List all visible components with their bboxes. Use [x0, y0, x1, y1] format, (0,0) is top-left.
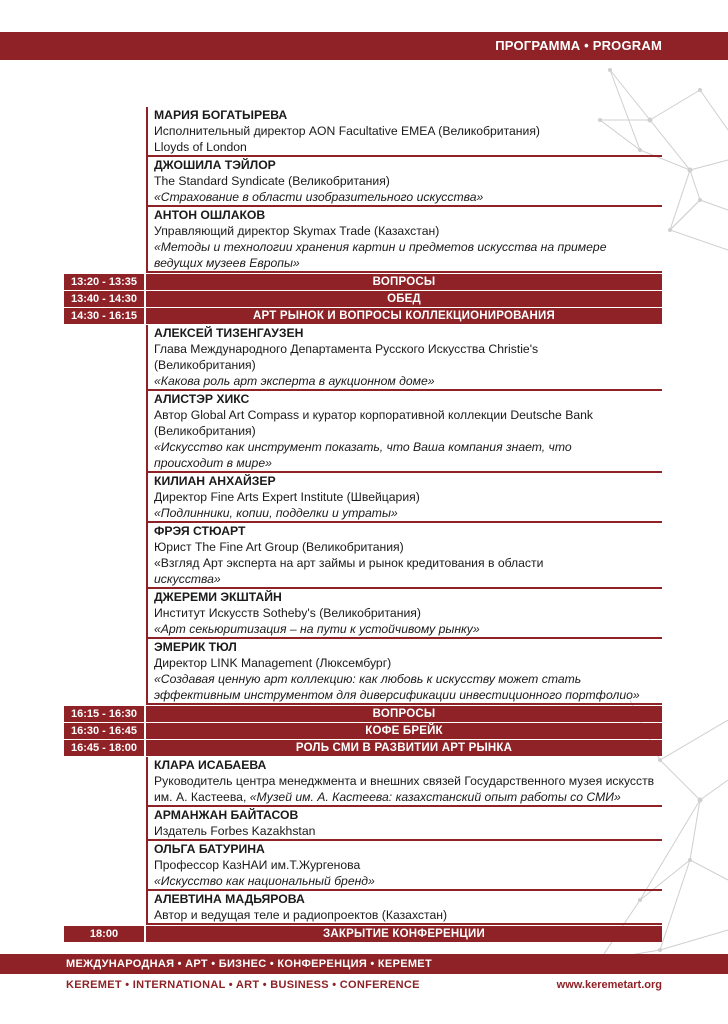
speaker-name: ФРЭЯ СТЮАРТ [154, 524, 246, 538]
talk-title: «Страхование в области изобразительного искусства» [154, 190, 484, 204]
speaker-entry [64, 207, 662, 273]
talk-title: «Создавая ценную арт коллекцию: как любовь к искусству может стать [154, 672, 582, 686]
speaker-name: АНТОН ОШЛАКОВ [154, 208, 266, 222]
schedule-slot [64, 706, 662, 722]
speaker-position: Автор и ведущая теле и радиопроектов (Казахстан) [154, 908, 448, 922]
speaker-entry [64, 589, 662, 639]
speaker-position: Издатель Forbes Kazakhstan [154, 824, 316, 838]
talk-title: «Арт секьюритизация – на пути к устойчивому рынку» [154, 622, 480, 636]
speaker-entry [64, 391, 662, 473]
speaker-position: Юрист The Fine Art Group (Великобритания) [154, 540, 404, 554]
speaker-name: АЛЕВТИНА МАДЬЯРОВА [154, 892, 305, 906]
slot-time: 18:00 [64, 926, 144, 942]
speaker-position: The Standard Syndicate (Великобритания) [154, 174, 390, 188]
speaker-entry [64, 891, 662, 925]
footer-bar [0, 954, 728, 974]
speaker-name: ДЖЕРЕМИ ЭКШТАЙН [154, 590, 282, 604]
talk-title: «Музей им. А. Кастеева: казахстанский опыт работы со СМИ» [249, 790, 621, 804]
talk-title: искусства» [154, 572, 221, 586]
speaker-position: Директор LINK Management (Люксембург) [154, 656, 392, 670]
schedule-slot [64, 723, 662, 739]
speaker-position: (Великобритания) [154, 424, 256, 438]
talk-title: происходит в мире» [154, 456, 272, 470]
schedule-slot [64, 274, 662, 290]
speaker-entry [64, 639, 662, 705]
speaker-entry [64, 157, 662, 207]
footer-title-en: KEREMET • INTERNATIONAL • ART • BUSINESS • CONFERENCE [66, 979, 420, 991]
slot-time: 14:30 - 16:15 [64, 308, 144, 324]
slot-event: АРТ РЫНОК И ВОПРОСЫ КОЛЛЕКЦИОНИРОВАНИЯ [146, 308, 662, 324]
talk-title: «Методы и технологии хранения картин и предметов искусства на примере [154, 240, 607, 254]
talk-title: «Какова роль арт эксперта в аукционном доме» [154, 374, 435, 388]
schedule-slot [64, 291, 662, 307]
speaker-entry [64, 841, 662, 891]
speaker-position: им. А. Кастеева, [154, 790, 250, 804]
speaker-name: АЛИСТЭР ХИКС [154, 392, 250, 406]
speaker-name: МАРИЯ БОГАТЫРЕВА [154, 108, 288, 122]
slot-event: ЗАКРЫТИЕ КОНФЕРЕНЦИИ [146, 926, 662, 942]
schedule-slot [64, 926, 662, 942]
talk-title: ведущих музеев Европы» [154, 256, 300, 270]
speaker-position: Директор Fine Arts Expert Institute (Швейцария) [154, 490, 420, 504]
slot-time: 13:20 - 13:35 [64, 274, 144, 290]
speaker-position-mixed [154, 789, 662, 805]
talk-title: «Подлинники, копии, подделки и утраты» [154, 506, 398, 520]
talk-title: «Взгляд Арт эксперта на арт займы и рынок кредитования в области [154, 556, 544, 570]
slot-event: ВОПРОСЫ [146, 706, 662, 722]
speaker-position: Исполнительный директор AON Facultative EMEA (Великобритания) [154, 124, 540, 138]
speaker-entry [64, 523, 662, 589]
speaker-name: АЛЕКСЕЙ ТИЗЕНГАУЗЕН [154, 326, 304, 340]
slot-event: ОБЕД [146, 291, 662, 307]
slot-time: 16:15 - 16:30 [64, 706, 144, 722]
talk-title: эффективным инструментом для диверсификации инвестиционного портфолио» [154, 688, 640, 702]
speaker-name: КЛАРА ИСАБАЕВА [154, 758, 267, 772]
footer-title-ru: МЕЖДУНАРОДНАЯ • АРТ • БИЗНЕС • КОНФЕРЕНЦИЯ • КЕРЕМЕТ [66, 958, 432, 970]
website-link[interactable]: www.keremetart.org [556, 979, 662, 991]
page-title: ПРОГРАММА • PROGRAM [495, 38, 662, 53]
speaker-position: Профессор КазНАИ им.Т.Жургенова [154, 858, 361, 872]
slot-event: КОФЕ БРЕЙК [146, 723, 662, 739]
slot-event: ВОПРОСЫ [146, 274, 662, 290]
header-bar [0, 32, 728, 60]
speaker-name: ОЛЬГА БАТУРИНА [154, 842, 265, 856]
speaker-entry [64, 807, 662, 841]
speaker-entry [64, 473, 662, 523]
schedule-slot [64, 308, 662, 324]
speaker-entry [64, 325, 662, 391]
speaker-position: Институт Искусств Sotheby's (Великобритания) [154, 606, 421, 620]
talk-title: «Искусство как национальный бренд» [154, 874, 375, 888]
speaker-entry [64, 757, 662, 807]
program-schedule [64, 107, 662, 943]
slot-time: 16:30 - 16:45 [64, 723, 144, 739]
talk-title: «Искусство как инструмент показать, что Ваша компания знает, что [154, 440, 572, 454]
speaker-name: КИЛИАН АНХАЙЗЕР [154, 474, 276, 488]
speaker-position: Lloyds of London [154, 140, 247, 154]
speaker-position: Глава Международного Департамента Русского Искусства Christie's [154, 342, 539, 356]
speaker-entry [64, 107, 662, 157]
speaker-position: Автор Global Art Compass и куратор корпоративной коллекции Deutsche Bank [154, 408, 593, 422]
speaker-position: Управляющий директор Skymax Trade (Казахстан) [154, 224, 440, 238]
speaker-name: ЭМЕРИК ТЮЛ [154, 640, 237, 654]
slot-time: 16:45 - 18:00 [64, 740, 144, 756]
schedule-slot [64, 740, 662, 756]
slot-time: 13:40 - 14:30 [64, 291, 144, 307]
speaker-position: (Великобритания) [154, 358, 256, 372]
speaker-name: ДЖОШИЛА ТЭЙЛОР [154, 158, 276, 172]
speaker-name: АРМАНЖАН БАЙТАСОВ [154, 808, 299, 822]
slot-event: РОЛЬ СМИ В РАЗВИТИИ АРТ РЫНКА [146, 740, 662, 756]
speaker-position: Руководитель центра менеджмента и внешних связей Государственного музея искусств [154, 774, 655, 788]
